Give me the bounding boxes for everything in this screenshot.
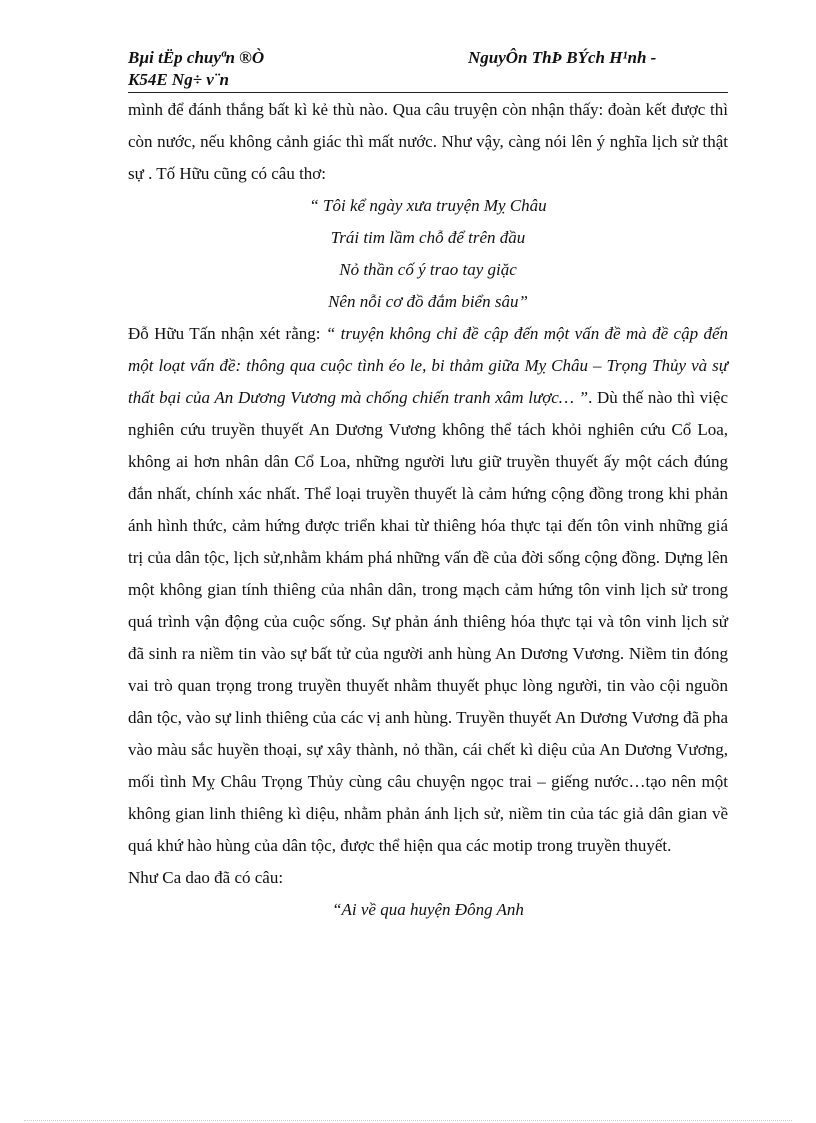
paragraph-ca-dao: Như Ca dao đã có câu: (128, 868, 284, 887)
header-class-name: K54E Ng÷ v¨n (128, 70, 229, 89)
header-author-name: NguyÔn ThÞ BÝch H¹nh - (468, 48, 657, 67)
header-rule (128, 92, 728, 93)
quotation: “ truyện không chỉ đề cập đến một vấn đề mà đề cập đến một loạt vấn đề: thông qua cuộc tình éo le, bi thảm giữa Mỵ Châu – Trọng Thủy và sự thất bại của An Dương Vương mà chống chiến tranh xâm lược… ” (128, 324, 728, 407)
paragraph-continuation: . Dù thế nào thì việc nghiên cứu truyền thuyết An Dương Vương không thể tách khỏi nghiên cứu Cổ Loa, không ai hơn nhân dân Cổ Loa, những người lưu giữ truyền thuyết ấy một cách đúng đắn nhất, chính xác nhất. Thể loại truyền thuyết là cảm hứng cộng đồng trong khi phản ánh hình thức, cảm hứng được triển khai từ thiêng hóa thực tại đến tôn vinh những giá trị của dân tộc, lịch sử,nhằm khám phá những vấn đề của đời sống cộng đồng. Dựng lên một không gian tính thiêng của nhân dân, trong mạch cảm hứng tôn vinh lịch sử trong quá trình vận động của cuộc sống. Sự phản ánh thiêng hóa thực tại và tôn vinh lịch sử đã sinh ra niềm tin vào sự bất tử của người anh hùng An Dương Vương. Niềm tin đóng vai trò quan trọng trong truyền thuyết nhằm thuyết phục lòng người, tin vào cội nguồn dân tộc, vào sự linh thiêng của các vị anh hùng. Truyền thuyết An Dương Vương đã pha vào màu sắc huyền thoại, sự xây thành, nỏ thần, cái chết kì diệu của An Dương Vương, mối tình Mỵ Châu Trọng Thủy cùng câu chuyện ngọc trai – giếng nước…tạo nên một không gian linh thiêng kì diệu, nhằm phản ánh lịch sử, niềm tin của tác giả dân gian về quá khứ hào hùng của dân tộc, được thể hiện qua các motip trong truyền thuyết. (128, 388, 728, 855)
poem-ca-dao (128, 894, 728, 926)
poem-line: “ Tôi kể ngày xưa truyện Mỵ Châu (309, 196, 547, 215)
document-body (128, 94, 728, 926)
poem-line: “Ai về qua huyện Đông Anh (332, 900, 524, 919)
poem-line: Nỏ thần cố ý trao tay giặc (339, 260, 517, 279)
paragraph-lead: Đỗ Hữu Tấn nhận xét rằng: (128, 324, 326, 343)
header-course-title: Bµi tËp chuyªn ®Ò (128, 48, 265, 67)
paragraph-analysis (128, 318, 728, 862)
poem-line: Trái tim lầm chỗ để trên đầu (330, 228, 526, 247)
page-bottom-border (24, 1120, 792, 1121)
poem-line: Nên nỗi cơ đồ đắm biển sâu” (328, 292, 528, 311)
poem-to-huu (128, 190, 728, 318)
page-header (128, 48, 728, 92)
paragraph-intro: mình để đánh thắng bất kì kẻ thù nào. Qua câu truyện còn nhận thấy: đoàn kết được thì còn nước, nếu không cảnh giác thì mất nước. Như vậy, càng nói lên ý nghĩa lịch sử thật sự . Tố Hữu cũng có câu thơ: (128, 100, 728, 183)
